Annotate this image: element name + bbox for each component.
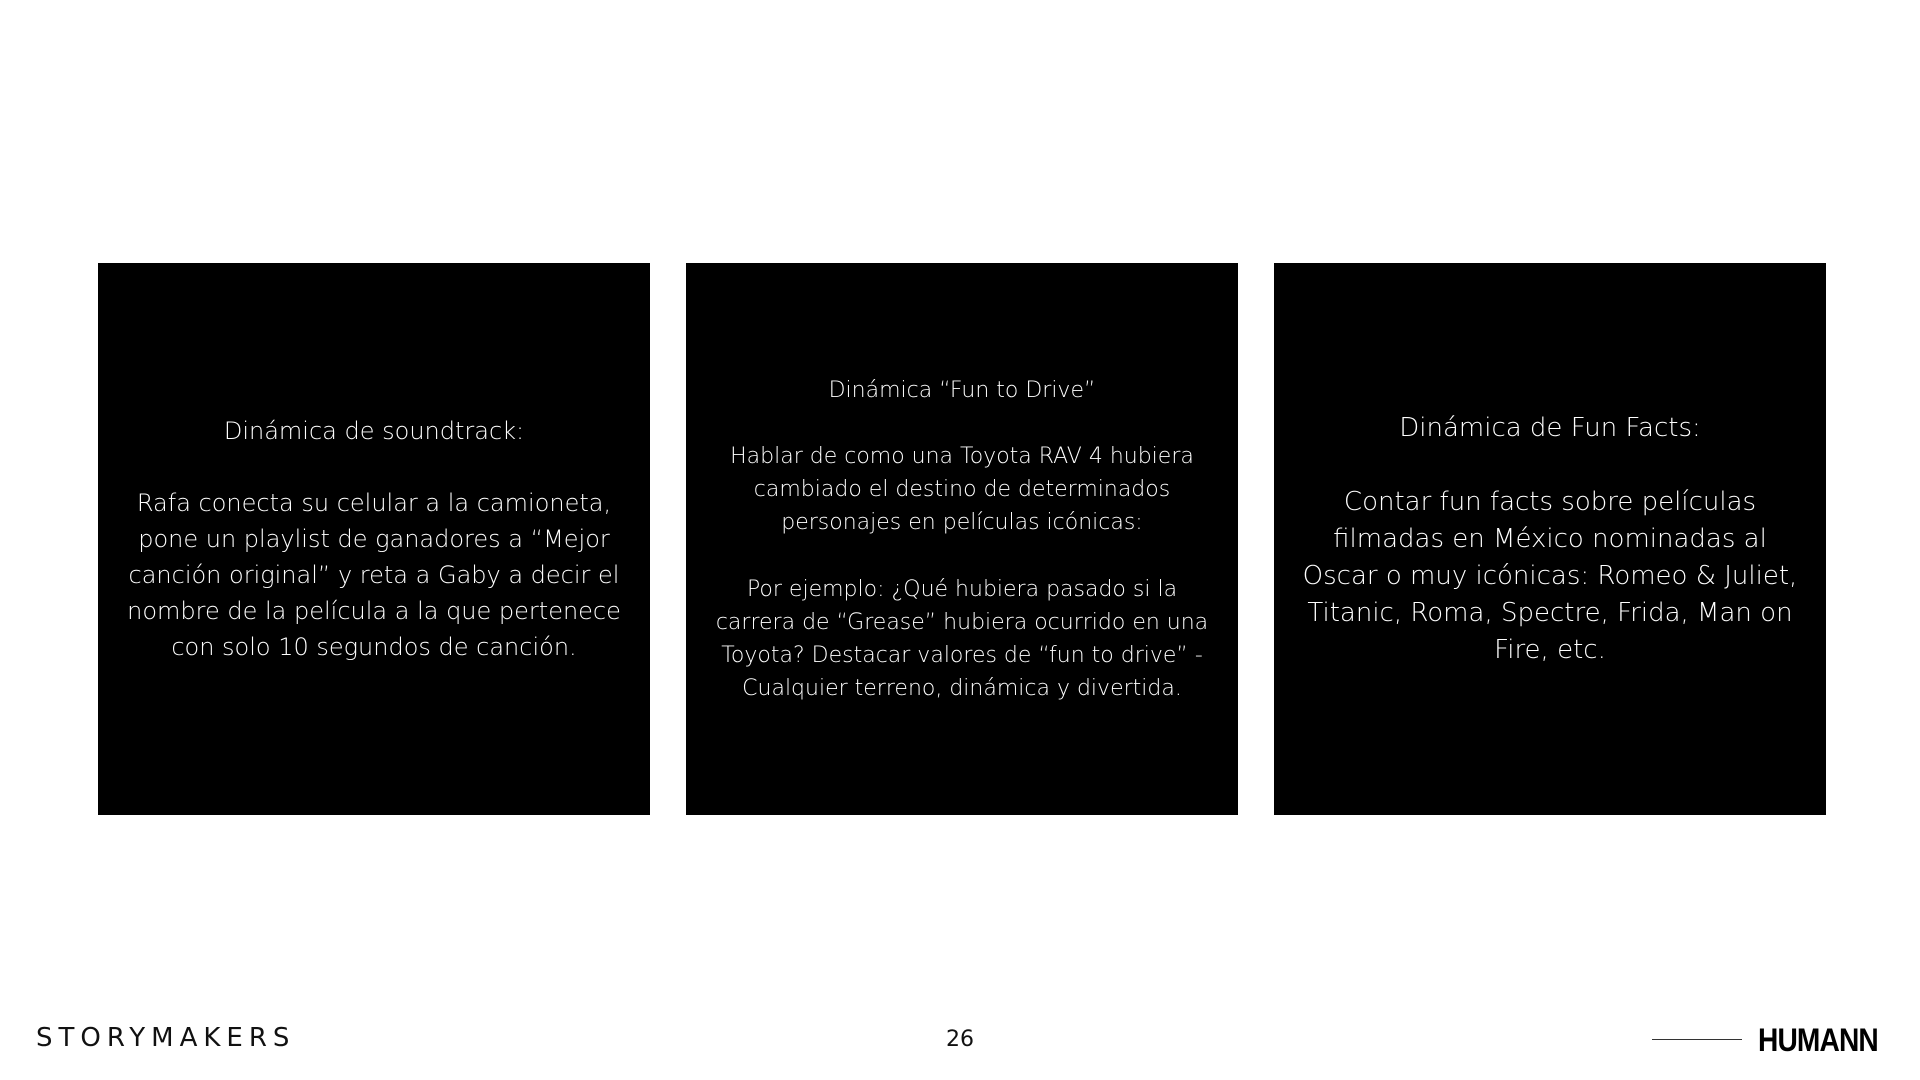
card-title: Dinámica de Fun Facts: (1399, 412, 1701, 443)
card-fun-facts (1274, 263, 1826, 815)
card-paragraph: Hablar de como una Toyota RAV 4 hubiera cambiado el destino de determinados personajes en películas icónicas: (730, 443, 1194, 535)
card-title: Dinámica de soundtrack: (223, 417, 525, 445)
card-paragraph: Por ejemplo: ¿Qué hubiera pasado si la carrera de “Grease” hubiera ocurrido en una Toyota? Destacar valores de “fun to drive” - Cualquier terreno, dinámica y divertida. (715, 576, 1209, 701)
humann-logo: HUMANN (1758, 1022, 1878, 1058)
card-paragraph: Rafa conecta su celular a la camioneta, pone un playlist de ganadores a “Mejor canción original” y reta a Gaby a decir el nombre de la película a la que pertenece con solo 10 segundos de canción. (127, 489, 621, 661)
footer-divider (1652, 1039, 1742, 1040)
card-body (704, 440, 1220, 705)
card-soundtrack (98, 263, 650, 815)
card-body (119, 485, 629, 665)
card-body (1292, 484, 1808, 669)
footer-brand: STORYMAKERS (36, 1023, 296, 1053)
card-fun-to-drive (686, 263, 1238, 815)
page-number: 26 (946, 1027, 974, 1052)
card-title: Dinámica “Fun to Drive” (828, 377, 1096, 403)
card-paragraph: Contar fun facts sobre películas filmadas en México nominadas al Oscar o muy icónicas: Romeo & Juliet, Titanic, Roma, Spectre, Frida, Man on Fire, etc. (1302, 486, 1798, 665)
